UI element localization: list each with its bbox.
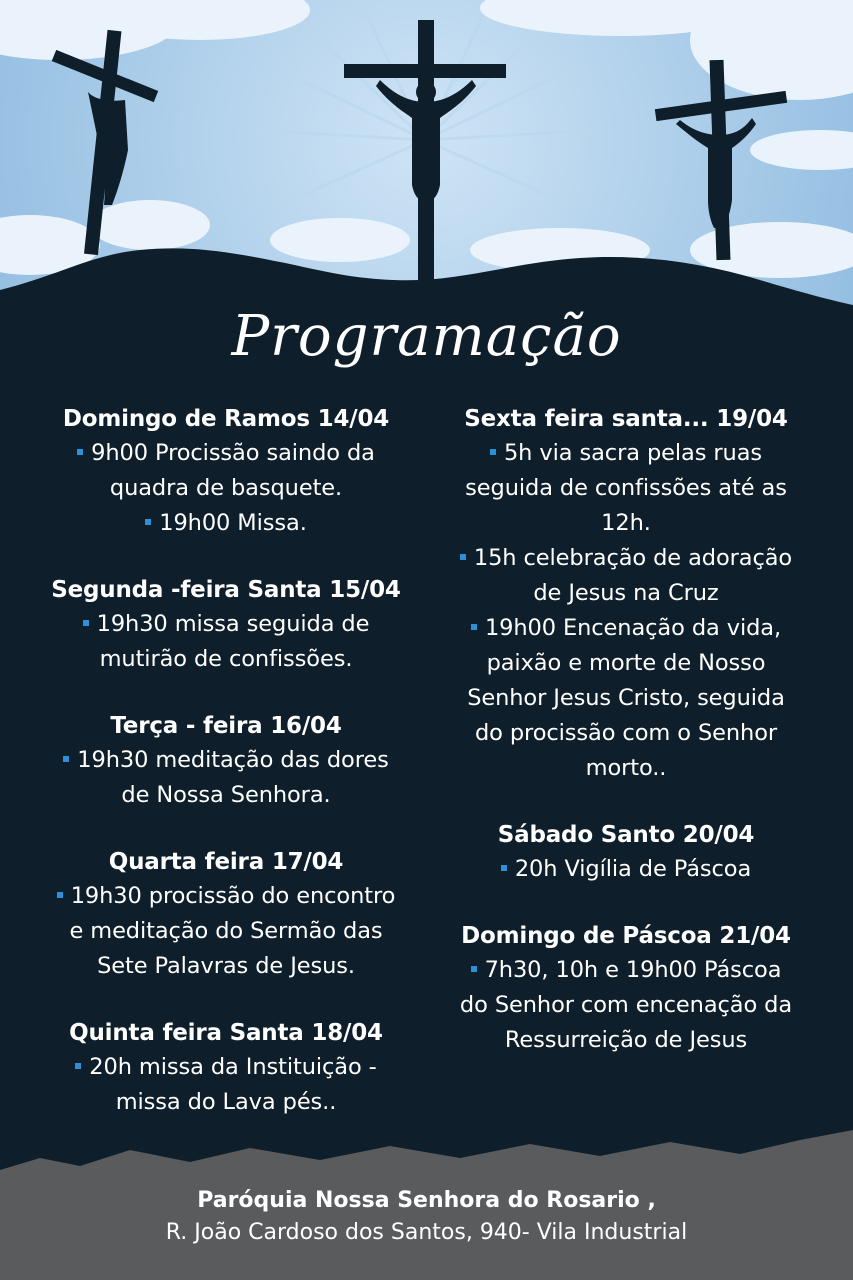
day-block xyxy=(26,1016,426,1120)
schedule-line xyxy=(426,953,826,988)
schedule-line-text: 19h00 Encenação da vida, xyxy=(484,615,782,641)
schedule-line-text: morto.. xyxy=(585,755,667,781)
schedule-line xyxy=(26,607,426,642)
bullet-icon xyxy=(471,966,477,972)
schedule-line xyxy=(426,681,826,716)
schedule-line-text: Ressurreição de Jesus xyxy=(504,1027,748,1053)
parish-name: Paróquia Nossa Senhora do Rosario , xyxy=(197,1188,656,1213)
schedule-line-text: 20h missa da Instituição - xyxy=(89,1054,377,1080)
schedule-line-text: e meditação do Sermão das xyxy=(69,918,383,944)
day-title: Sexta feira santa... 19/04 xyxy=(464,406,788,432)
schedule-line xyxy=(26,914,426,949)
parish-address: R. João Cardoso dos Santos, 940- Vila Industrial xyxy=(165,1220,688,1245)
schedule-line xyxy=(26,642,426,677)
day-title: Quarta feira 17/04 xyxy=(108,849,344,875)
footer xyxy=(0,1185,853,1249)
schedule-line-text: 12h. xyxy=(601,510,651,536)
schedule-line xyxy=(26,1085,426,1120)
bullet-icon xyxy=(145,519,151,525)
day-block xyxy=(26,402,426,541)
schedule-line-text: mutirão de confissões. xyxy=(99,646,353,672)
schedule-line-text: de Jesus na Cruz xyxy=(533,580,719,606)
schedule-line-text: seguida de confissões até as xyxy=(465,475,787,501)
schedule-line xyxy=(426,471,826,506)
schedule-line xyxy=(26,778,426,813)
schedule-line xyxy=(426,988,826,1023)
schedule-line-text: missa do Lava pés.. xyxy=(115,1089,337,1115)
schedule-right-column xyxy=(426,402,826,1090)
schedule-line xyxy=(26,1050,426,1085)
bullet-icon xyxy=(75,1063,81,1069)
schedule-line xyxy=(26,436,426,471)
day-block xyxy=(426,402,826,786)
schedule-line xyxy=(26,743,426,778)
schedule-line-text: 19h00 Missa. xyxy=(159,510,307,536)
title-text: Programação xyxy=(231,304,622,369)
schedule-line-text: quadra de basquete. xyxy=(109,475,343,501)
bullet-icon xyxy=(471,624,477,630)
schedule-line xyxy=(26,879,426,914)
schedule-line xyxy=(426,611,826,646)
schedule-line-text: Sete Palavras de Jesus. xyxy=(97,953,355,979)
schedule-line-text: Senhor Jesus Cristo, seguida xyxy=(467,685,785,711)
title xyxy=(0,292,853,382)
schedule-line xyxy=(426,646,826,681)
schedule-line xyxy=(426,576,826,611)
bullet-icon xyxy=(63,756,69,762)
schedule-line xyxy=(426,852,826,887)
bullet-icon xyxy=(460,554,466,560)
day-block xyxy=(26,573,426,677)
schedule-line-text: de Nossa Senhora. xyxy=(121,782,331,808)
schedule-line-text: 19h30 procissão do encontro xyxy=(70,883,396,909)
schedule-line-text: do Senhor com encenação da xyxy=(459,992,793,1018)
day-title: Domingo de Ramos 14/04 xyxy=(62,406,390,432)
day-block xyxy=(26,845,426,984)
bullet-icon xyxy=(501,865,507,871)
schedule-line-text: 19h30 meditação das dores xyxy=(77,747,389,773)
schedule-line-text: do procissão com o Senhor xyxy=(474,720,778,746)
schedule-line xyxy=(26,949,426,984)
day-block xyxy=(26,709,426,813)
schedule-line-text: 9h00 Procissão saindo da xyxy=(91,440,375,466)
schedule-line xyxy=(426,751,826,786)
schedule-line-text: 7h30, 10h e 19h00 Páscoa xyxy=(484,957,782,983)
schedule-line-text: 15h celebração de adoração xyxy=(473,545,793,571)
bullet-icon xyxy=(83,620,89,626)
day-title: Quinta feira Santa 18/04 xyxy=(69,1020,383,1046)
schedule-line xyxy=(26,471,426,506)
schedule-line xyxy=(426,1023,826,1058)
schedule-line-text: 19h30 missa seguida de xyxy=(96,611,370,637)
day-title: Domingo de Páscoa 21/04 xyxy=(461,923,791,949)
schedule-line-text: paixão e morte de Nosso xyxy=(486,650,766,676)
schedule-line xyxy=(426,436,826,471)
schedule-line-text: 5h via sacra pelas ruas xyxy=(503,440,763,466)
schedule-line xyxy=(426,541,826,576)
schedule-line xyxy=(26,506,426,541)
day-block xyxy=(426,818,826,887)
schedule-left-column xyxy=(26,402,426,1152)
day-title: Sábado Santo 20/04 xyxy=(497,822,755,848)
bullet-icon xyxy=(490,449,496,455)
day-title: Segunda -feira Santa 15/04 xyxy=(51,577,401,603)
schedule-line xyxy=(426,506,826,541)
schedule-line xyxy=(426,716,826,751)
schedule-line-text: 20h Vigília de Páscoa xyxy=(514,856,752,882)
bullet-icon xyxy=(77,449,83,455)
bullet-icon xyxy=(57,892,63,898)
day-block xyxy=(426,919,826,1058)
day-title: Terça - feira 16/04 xyxy=(110,713,342,739)
